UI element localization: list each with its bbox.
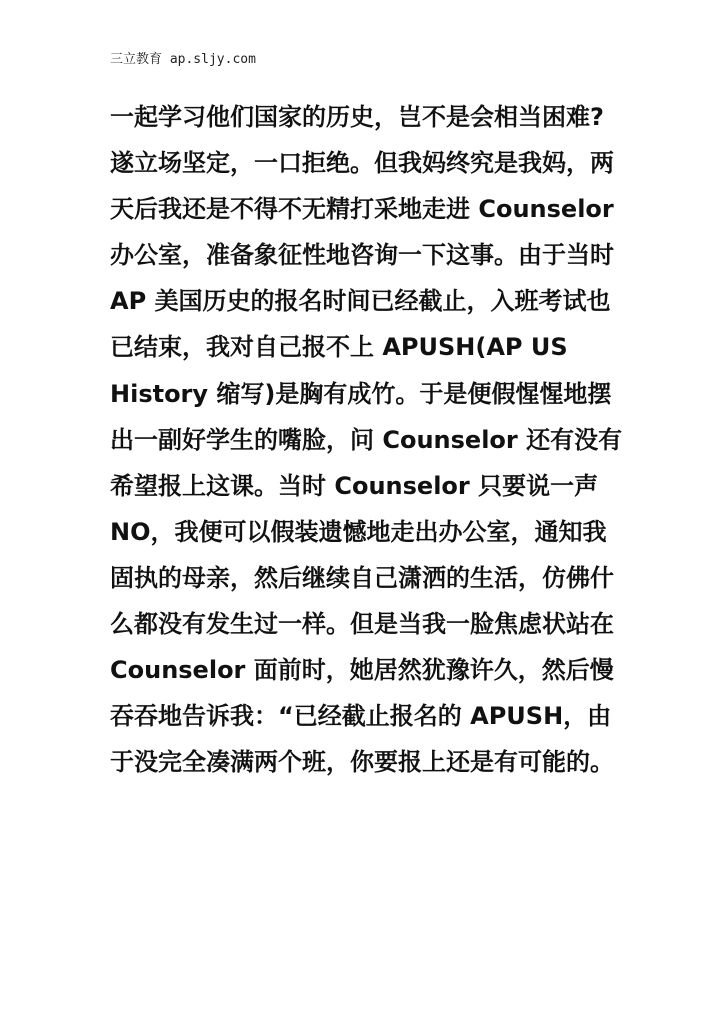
text-line: 已结束，我对自己报不上 APUSH(AP US xyxy=(110,333,568,362)
text-line: 固执的母亲，然后继续自己潇洒的生活，仿佛什 xyxy=(110,563,614,592)
text-line: 出一副好学生的嘴脸，问 Counselor 还有没有 xyxy=(110,425,623,454)
text-line: 希望报上这课。当时 Counselor 只要说一声 xyxy=(110,471,599,500)
text-line: AP 美国历史的报名时间已经截止，入班考试也 xyxy=(110,287,611,316)
text-line: 办公室，准备象征性地咨询一下这事。由于当时 xyxy=(110,241,614,270)
text-line: 吞吞地告诉我：“已经截止报名的 APUSH，由 xyxy=(110,702,612,731)
body-paragraph xyxy=(110,94,623,785)
page-header: 三立教育 ap.sljy.com xyxy=(110,52,256,67)
text-line: 遂立场坚定，一口拒绝。但我妈终究是我妈，两 xyxy=(110,149,614,178)
text-line: NO，我便可以假装遗憾地走出办公室，通知我 xyxy=(110,517,607,546)
text-line: 么都没有发生过一样。但是当我一脸焦虑状站在 xyxy=(110,610,614,639)
text-line: 一起学习他们国家的历史，岂不是会相当困难? xyxy=(110,103,604,131)
text-line: Counselor 面前时，她居然犹豫许久，然后慢 xyxy=(110,656,614,685)
text-line: 天后我还是不得不无精打采地走进 Counselor xyxy=(110,195,614,224)
text-line: History 缩写)是胸有成竹。于是便假惺惺地摆 xyxy=(110,379,612,408)
text-line: 于没完全凑满两个班，你要报上还是有可能的。 xyxy=(110,748,614,777)
